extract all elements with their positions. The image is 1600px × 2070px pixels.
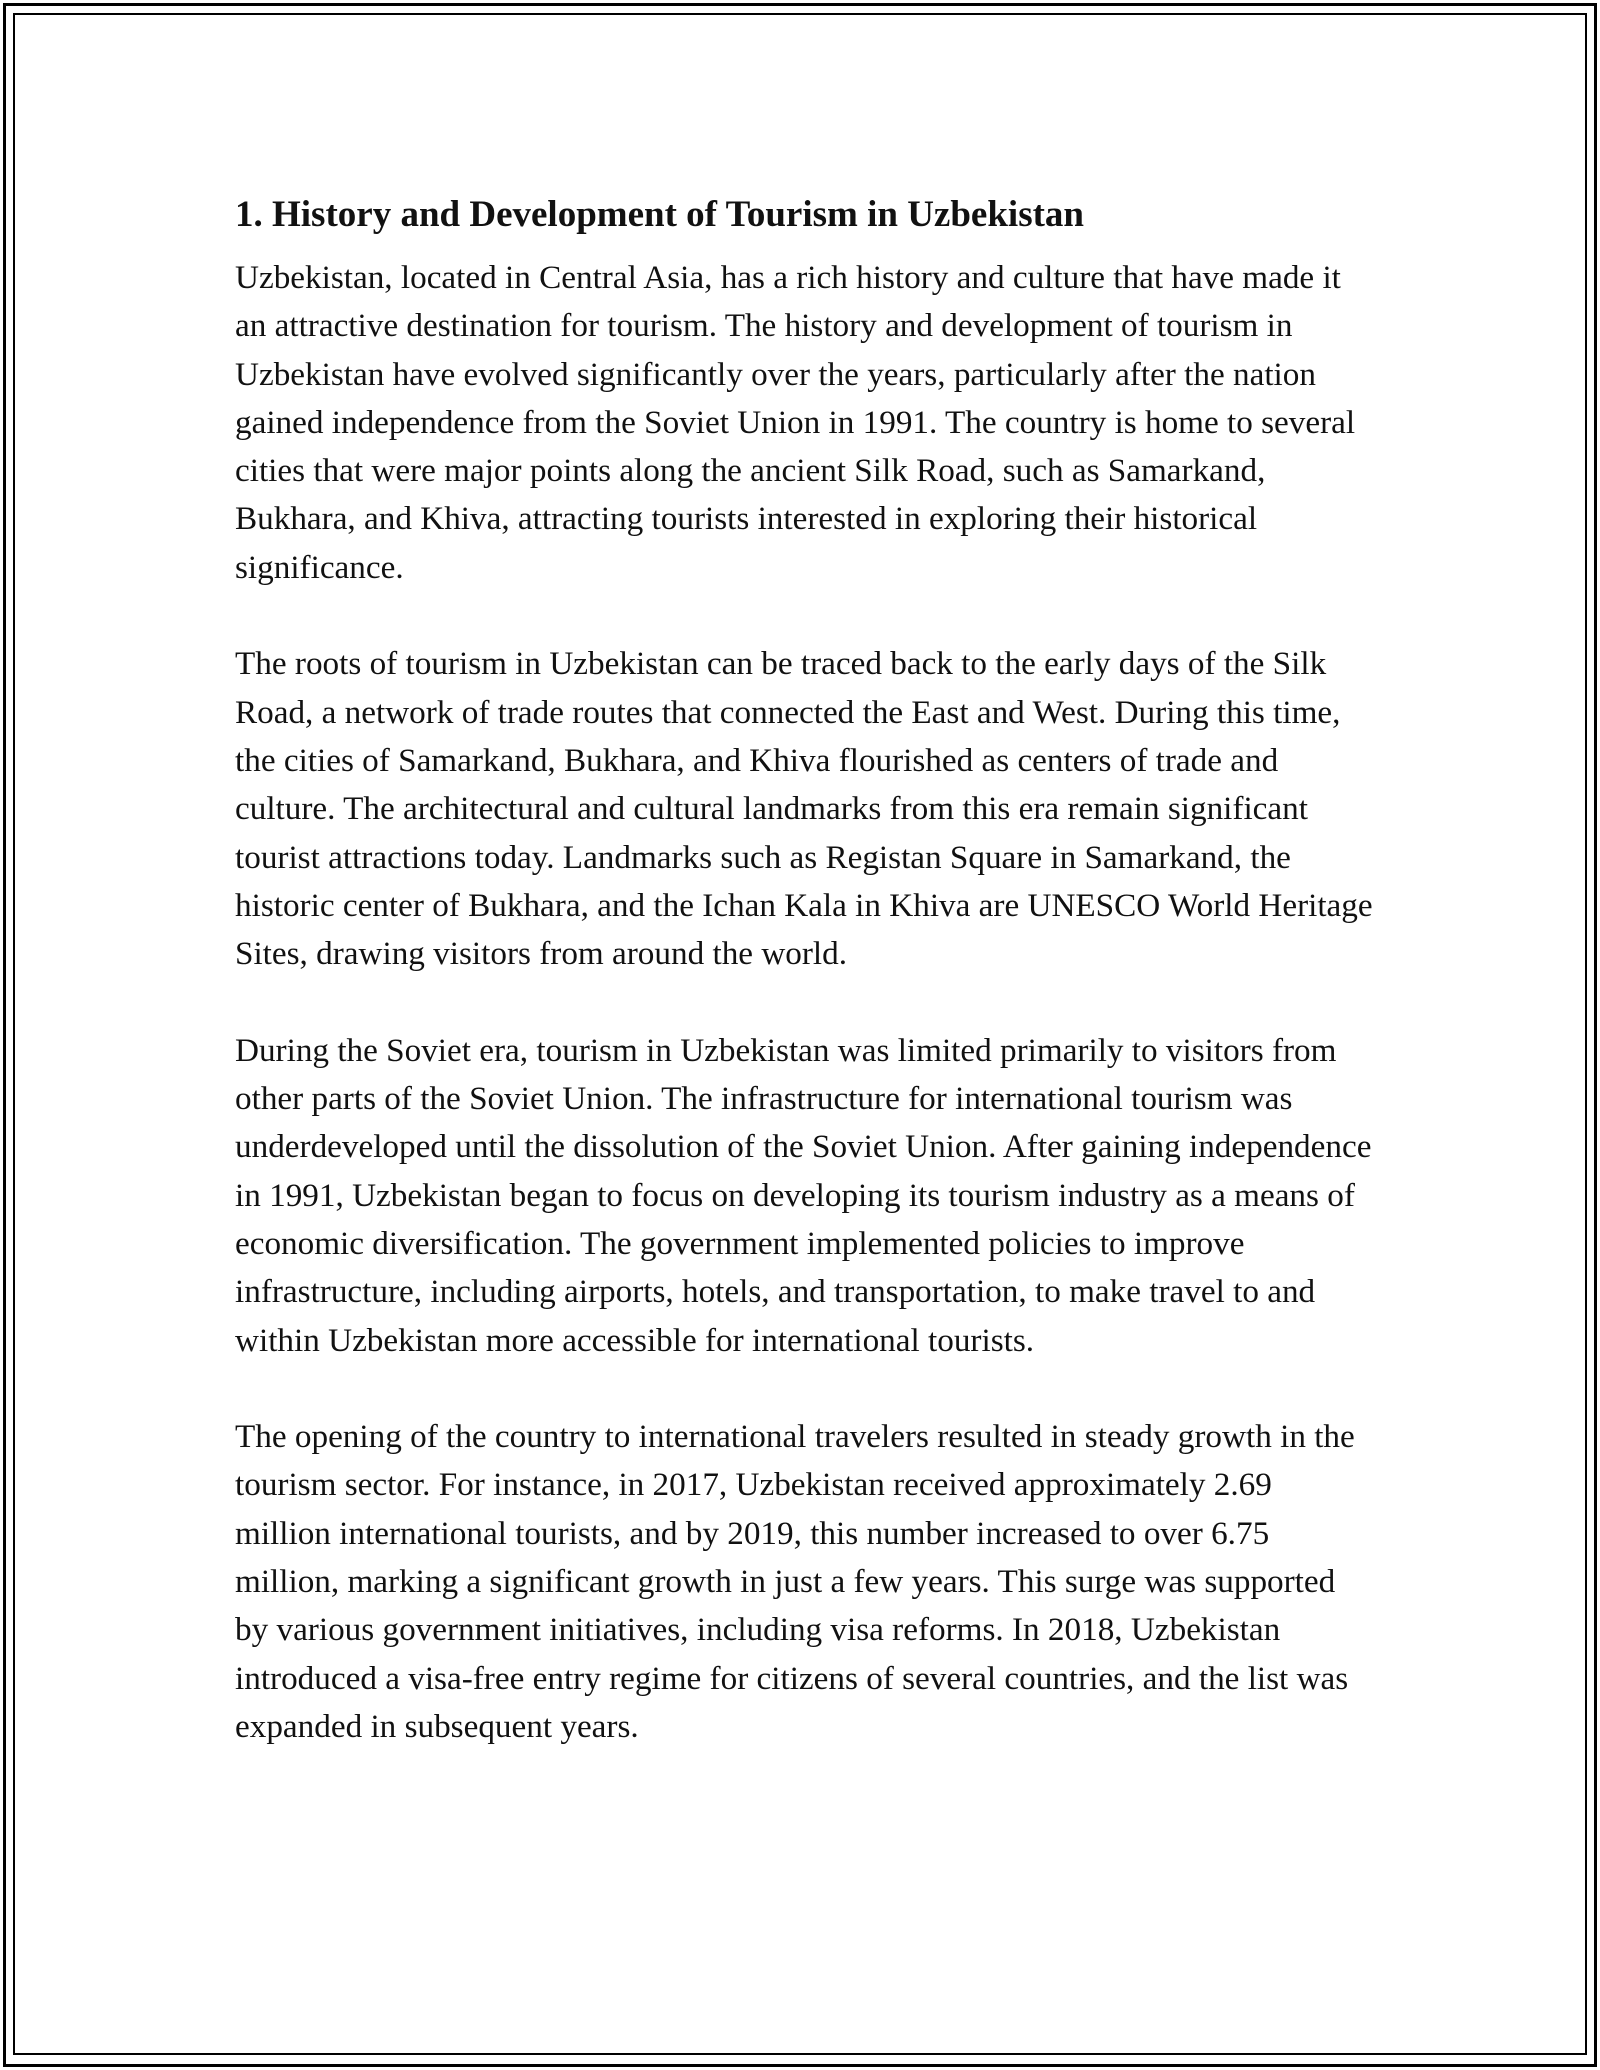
section-title: 1. History and Development of Tourism in Uzbekistan xyxy=(235,194,1085,235)
paragraph-soviet-era: During the Soviet era, tourism in Uzbekistan was limited primarily to visitors from other parts of the Soviet Union. The infrastructure for international tourism was underdeveloped until the dissolution of the Soviet Union. After gaining independence in 1991, Uzbekistan began to focus on developing its tourism industry as a means of economic diversification. The government implemented policies to improve infrastructure, including airports, hotels, and transportation, to make travel to and within Uzbekistan more accessible for international tourists. xyxy=(235,1031,1372,1359)
paragraph-silk-road: The roots of tourism in Uzbekistan can be traced back to the early days of the Silk Road, a network of trade routes that connected the East and West. During this time, the cities of Samarkand, Bukhara, and Khiva flourished as centers of trade and culture. The architectural and cultural landmarks from this era remain significant tourist attractions today. Landmarks such as Registan Square in Samarkand, the historic center of Bukhara, and the Ichan Kala in Khiva are UNESCO World Heritage Sites, drawing visitors from around the world. xyxy=(235,645,1373,973)
paragraph-intro: Uzbekistan, located in Central Asia, has a rich history and culture that have made it an attractive destination for tourism. The history and development of tourism in Uzbekistan have evolved significantly over the years, particularly after the nation gained independence from the Soviet Union in 1991. The country is home to several cities that were major points along the ancient Silk Road, such as Samarkand, Bukhara, and Khiva, attracting tourists interested in exploring their historical significance. xyxy=(235,259,1356,586)
document-body xyxy=(235,186,1375,1751)
paragraph-growth: The opening of the country to international travelers resulted in steady growth in the tourism sector. For instance, in 2017, Uzbekistan received approximately 2.69 million international tourists, and by 2019, this number increased to over 6.75 million, marking a significant growth in just a few years. This surge was supported by various government initiatives, including visa reforms. In 2018, Uzbekistan introduced a visa-free entry regime for citizens of several countries, and the list was expanded in subsequent years. xyxy=(235,1418,1355,1745)
